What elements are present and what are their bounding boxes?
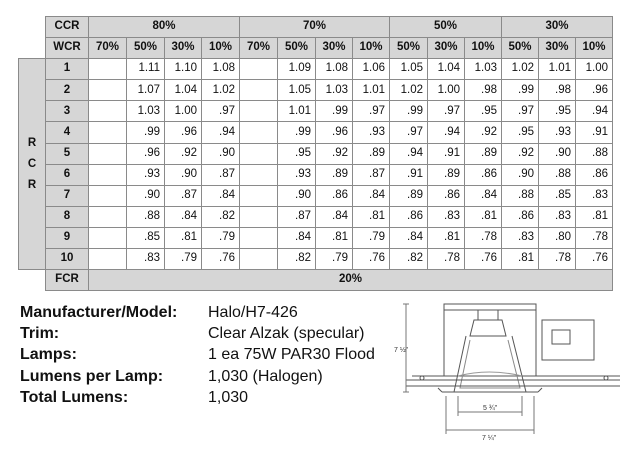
spec-value: Clear Alzak (specular) bbox=[208, 325, 365, 343]
coefficient-cell bbox=[240, 249, 278, 270]
coefficient-cell: .86 bbox=[390, 206, 428, 227]
coefficient-cell: 1.02 bbox=[390, 80, 428, 101]
coefficient-cell: .95 bbox=[465, 101, 502, 122]
coefficient-cell: .98 bbox=[465, 80, 502, 101]
coefficient-cell: .90 bbox=[539, 143, 576, 164]
spec-value: 1 ea 75W PAR30 Flood bbox=[208, 346, 375, 364]
coefficient-cell: 1.01 bbox=[353, 80, 390, 101]
coefficient-table bbox=[18, 16, 613, 291]
coefficient-cell: .95 bbox=[278, 143, 316, 164]
wcr-value: 30% bbox=[428, 38, 465, 59]
coefficient-cell: .83 bbox=[428, 206, 465, 227]
coefficient-cell: .95 bbox=[502, 122, 539, 143]
coefficient-cell: 1.04 bbox=[428, 59, 465, 80]
reflector-trim bbox=[454, 336, 526, 392]
corner-cell bbox=[19, 38, 46, 59]
fcr-row bbox=[19, 270, 613, 291]
coefficient-cell: 1.08 bbox=[202, 59, 240, 80]
spec-label: Trim: bbox=[20, 325, 60, 343]
rcr-value: 7 bbox=[46, 185, 89, 206]
coefficient-cell: .84 bbox=[353, 185, 390, 206]
mounting-bars bbox=[412, 376, 620, 380]
coefficient-cell: .92 bbox=[165, 143, 202, 164]
rcr-value: 4 bbox=[46, 122, 89, 143]
coefficient-cell: .82 bbox=[202, 206, 240, 227]
coefficient-cell: .84 bbox=[165, 206, 202, 227]
coefficient-cell: 1.00 bbox=[576, 59, 613, 80]
aperture-dimension: 5 ¾" bbox=[483, 405, 498, 412]
wcr-value: 10% bbox=[353, 38, 390, 59]
coefficient-cell: .92 bbox=[502, 143, 539, 164]
coefficient-cell: .81 bbox=[353, 206, 390, 227]
coefficient-cell: 1.07 bbox=[127, 80, 165, 101]
housing-can bbox=[444, 304, 536, 376]
corner-cell bbox=[19, 17, 46, 38]
coefficient-cell: .87 bbox=[165, 185, 202, 206]
wcr-value: 10% bbox=[576, 38, 613, 59]
spec-row bbox=[20, 302, 375, 323]
coefficient-cell: .97 bbox=[202, 101, 240, 122]
height-dimension: 7 ½" bbox=[394, 347, 409, 354]
corner-cell bbox=[19, 270, 46, 291]
coefficient-cell: .96 bbox=[316, 122, 353, 143]
wcr-value: 30% bbox=[316, 38, 353, 59]
spec-value: 1,030 (Halogen) bbox=[208, 367, 323, 385]
rcr-value: 9 bbox=[46, 227, 89, 248]
wcr-value: 70% bbox=[89, 38, 127, 59]
coefficient-cell: .90 bbox=[202, 143, 240, 164]
coefficient-cell: .79 bbox=[165, 249, 202, 270]
ccr-group-80: 80% bbox=[89, 17, 240, 38]
spec-label: Lumens per Lamp: bbox=[20, 367, 164, 385]
coefficient-cell bbox=[89, 143, 127, 164]
coefficient-cell: .90 bbox=[502, 164, 539, 185]
coefficient-cell: .87 bbox=[202, 164, 240, 185]
coefficient-cell: .89 bbox=[316, 164, 353, 185]
coefficient-cell: 1.06 bbox=[353, 59, 390, 80]
coefficient-cell: .94 bbox=[390, 143, 428, 164]
wcr-header-row bbox=[19, 38, 613, 59]
spec-row bbox=[20, 323, 375, 344]
spec-row bbox=[20, 366, 375, 387]
spec-row bbox=[20, 344, 375, 365]
coefficient-cell: .90 bbox=[278, 185, 316, 206]
rcr-value: 6 bbox=[46, 164, 89, 185]
coefficient-cell: .76 bbox=[576, 249, 613, 270]
coefficient-cell: .89 bbox=[390, 185, 428, 206]
coefficient-cell: .94 bbox=[428, 122, 465, 143]
coefficient-cell: .84 bbox=[278, 227, 316, 248]
coefficient-cell: .89 bbox=[353, 143, 390, 164]
coefficient-cell: .88 bbox=[576, 143, 613, 164]
table-row bbox=[19, 164, 613, 185]
coefficient-cell: .86 bbox=[465, 164, 502, 185]
ccr-group-30: 30% bbox=[502, 17, 613, 38]
coefficient-cell: .78 bbox=[539, 249, 576, 270]
coefficient-cell bbox=[89, 80, 127, 101]
coefficient-cell: .87 bbox=[353, 164, 390, 185]
coefficient-cell bbox=[89, 122, 127, 143]
fixture-drawing bbox=[392, 296, 632, 446]
rcr-label bbox=[19, 59, 46, 270]
coefficient-cell: 1.09 bbox=[278, 59, 316, 80]
coefficient-cell: .93 bbox=[127, 164, 165, 185]
wcr-value: 30% bbox=[165, 38, 202, 59]
wcr-value: 50% bbox=[502, 38, 539, 59]
coefficient-cell bbox=[240, 59, 278, 80]
coefficient-cell: .82 bbox=[390, 249, 428, 270]
table-body bbox=[19, 59, 613, 270]
coefficient-cell: .83 bbox=[502, 227, 539, 248]
wcr-label: WCR bbox=[46, 38, 89, 59]
coefficient-cell: 1.00 bbox=[165, 101, 202, 122]
coefficient-cell bbox=[240, 101, 278, 122]
table-row bbox=[19, 185, 613, 206]
coefficient-cell bbox=[240, 164, 278, 185]
coefficient-cell: .98 bbox=[539, 80, 576, 101]
coefficient-cell: .99 bbox=[502, 80, 539, 101]
lamp-socket bbox=[470, 310, 506, 336]
coefficient-cell: .89 bbox=[465, 143, 502, 164]
ccr-label: CCR bbox=[46, 17, 89, 38]
ccr-group-50: 50% bbox=[390, 17, 502, 38]
coefficient-cell: .92 bbox=[465, 122, 502, 143]
coefficient-cell: .81 bbox=[465, 206, 502, 227]
coefficient-cell: .81 bbox=[576, 206, 613, 227]
coefficient-cell bbox=[89, 249, 127, 270]
coefficient-cell: 1.03 bbox=[127, 101, 165, 122]
coefficient-cell: .99 bbox=[390, 101, 428, 122]
coefficient-cell: .83 bbox=[576, 185, 613, 206]
coefficient-cell: .94 bbox=[576, 101, 613, 122]
coefficient-cell: .84 bbox=[390, 227, 428, 248]
coefficient-cell: .79 bbox=[353, 227, 390, 248]
wcr-value: 10% bbox=[202, 38, 240, 59]
coefficient-cell: .81 bbox=[165, 227, 202, 248]
width-dimension: 7 ¼" bbox=[482, 435, 497, 442]
coefficient-cell: .79 bbox=[202, 227, 240, 248]
coefficient-cell bbox=[89, 59, 127, 80]
fcr-value: 20% bbox=[89, 270, 613, 291]
coefficient-cell: .76 bbox=[353, 249, 390, 270]
coefficient-cell: .86 bbox=[428, 185, 465, 206]
coefficient-cell: .96 bbox=[127, 143, 165, 164]
coefficient-cell bbox=[240, 122, 278, 143]
coefficient-cell bbox=[240, 80, 278, 101]
coefficient-cell: 1.01 bbox=[278, 101, 316, 122]
coefficient-cell: .85 bbox=[539, 185, 576, 206]
ccr-group-70: 70% bbox=[240, 17, 390, 38]
coefficient-cell: .97 bbox=[502, 101, 539, 122]
coefficient-cell: .86 bbox=[316, 185, 353, 206]
coefficient-cell: .83 bbox=[127, 249, 165, 270]
rcr-value: 5 bbox=[46, 143, 89, 164]
wcr-value: 50% bbox=[127, 38, 165, 59]
rcr-value: 10 bbox=[46, 249, 89, 270]
coefficient-cell: .99 bbox=[278, 122, 316, 143]
coefficient-cell: .79 bbox=[316, 249, 353, 270]
spec-label: Manufacturer/Model: bbox=[20, 304, 178, 321]
coefficient-cell: .92 bbox=[316, 143, 353, 164]
coefficient-cell: .99 bbox=[316, 101, 353, 122]
coefficient-cell: .78 bbox=[576, 227, 613, 248]
coefficient-cell: .99 bbox=[127, 122, 165, 143]
coefficient-cell: 1.00 bbox=[428, 80, 465, 101]
coefficient-cell bbox=[89, 101, 127, 122]
coefficient-cell: .82 bbox=[278, 249, 316, 270]
coefficient-cell: .85 bbox=[127, 227, 165, 248]
coefficient-cell: 1.02 bbox=[502, 59, 539, 80]
coefficient-cell bbox=[89, 227, 127, 248]
spec-row bbox=[20, 387, 375, 408]
spec-label: Total Lumens: bbox=[20, 388, 129, 406]
rcr-value: 2 bbox=[46, 80, 89, 101]
coefficient-cell: 1.04 bbox=[165, 80, 202, 101]
coefficient-cell: 1.05 bbox=[390, 59, 428, 80]
coefficient-cell: .81 bbox=[428, 227, 465, 248]
coefficient-cell: .84 bbox=[316, 206, 353, 227]
coefficient-cell: .91 bbox=[576, 122, 613, 143]
coefficient-cell: 1.03 bbox=[316, 80, 353, 101]
coefficient-cell: .96 bbox=[576, 80, 613, 101]
coefficient-cell: .90 bbox=[165, 164, 202, 185]
table-row bbox=[19, 122, 613, 143]
table-row bbox=[19, 80, 613, 101]
coefficient-cell: 1.03 bbox=[465, 59, 502, 80]
coefficient-cell: .93 bbox=[539, 122, 576, 143]
coefficient-cell bbox=[240, 206, 278, 227]
rcr-letter: R bbox=[27, 178, 37, 191]
table-row bbox=[19, 101, 613, 122]
coefficient-cell: 1.01 bbox=[539, 59, 576, 80]
table-row bbox=[19, 59, 613, 80]
coefficient-cell: .97 bbox=[390, 122, 428, 143]
coefficient-cell: .84 bbox=[465, 185, 502, 206]
wcr-value: 50% bbox=[390, 38, 428, 59]
spec-value: Halo/H7-426 bbox=[208, 304, 298, 321]
coefficient-cell: .81 bbox=[502, 249, 539, 270]
table-row bbox=[19, 227, 613, 248]
coefficient-cell: .76 bbox=[465, 249, 502, 270]
coefficient-cell bbox=[240, 185, 278, 206]
coefficient-cell: .91 bbox=[428, 143, 465, 164]
coefficient-cell: .88 bbox=[127, 206, 165, 227]
spec-value: 1,030 bbox=[208, 388, 249, 406]
rcr-value: 8 bbox=[46, 206, 89, 227]
wcr-value: 70% bbox=[240, 38, 278, 59]
coefficient-cell: .81 bbox=[316, 227, 353, 248]
dimension-lines bbox=[403, 304, 534, 434]
table-row bbox=[19, 143, 613, 164]
coefficient-cell: .93 bbox=[353, 122, 390, 143]
coefficient-cell: .88 bbox=[502, 185, 539, 206]
coefficient-cell bbox=[240, 227, 278, 248]
coefficient-cell: .84 bbox=[202, 185, 240, 206]
rcr-value: 3 bbox=[46, 101, 89, 122]
rcr-value: 1 bbox=[46, 59, 89, 80]
coefficient-cell: .90 bbox=[127, 185, 165, 206]
coefficient-cell: .96 bbox=[165, 122, 202, 143]
ccr-header-row bbox=[19, 17, 613, 38]
coefficient-cell: .94 bbox=[202, 122, 240, 143]
coefficient-cell: 1.08 bbox=[316, 59, 353, 80]
rcr-letter: R bbox=[27, 136, 37, 149]
coefficient-cell: .87 bbox=[278, 206, 316, 227]
coefficient-cell: 1.02 bbox=[202, 80, 240, 101]
ceiling-line bbox=[406, 380, 620, 392]
coefficient-cell: 1.10 bbox=[165, 59, 202, 80]
coefficient-cell: .95 bbox=[539, 101, 576, 122]
coefficient-cell: .86 bbox=[576, 164, 613, 185]
coefficient-cell: .86 bbox=[502, 206, 539, 227]
coefficient-cell: .76 bbox=[202, 249, 240, 270]
table-row bbox=[19, 206, 613, 227]
rcr-letter: C bbox=[27, 157, 37, 170]
coefficient-cell: .97 bbox=[353, 101, 390, 122]
coefficient-cell: 1.05 bbox=[278, 80, 316, 101]
coefficient-cell: .91 bbox=[390, 164, 428, 185]
table-row bbox=[19, 249, 613, 270]
fcr-label: FCR bbox=[46, 270, 89, 291]
coefficient-cell: .97 bbox=[428, 101, 465, 122]
coefficient-cell bbox=[89, 206, 127, 227]
coefficient-cell: .88 bbox=[539, 164, 576, 185]
coefficient-cell bbox=[89, 164, 127, 185]
coefficient-cell: .83 bbox=[539, 206, 576, 227]
wcr-value: 50% bbox=[278, 38, 316, 59]
wcr-value: 30% bbox=[539, 38, 576, 59]
coefficient-cell: .93 bbox=[278, 164, 316, 185]
coefficient-cell: .78 bbox=[428, 249, 465, 270]
coefficient-cell: 1.11 bbox=[127, 59, 165, 80]
spec-label: Lamps: bbox=[20, 346, 77, 364]
wcr-value: 10% bbox=[465, 38, 502, 59]
junction-box bbox=[542, 320, 594, 360]
coefficient-cell: .78 bbox=[465, 227, 502, 248]
coefficient-cell: .80 bbox=[539, 227, 576, 248]
coefficient-cell bbox=[240, 143, 278, 164]
fixture-specs bbox=[20, 302, 375, 408]
coefficient-cell: .89 bbox=[428, 164, 465, 185]
coefficient-cell bbox=[89, 185, 127, 206]
